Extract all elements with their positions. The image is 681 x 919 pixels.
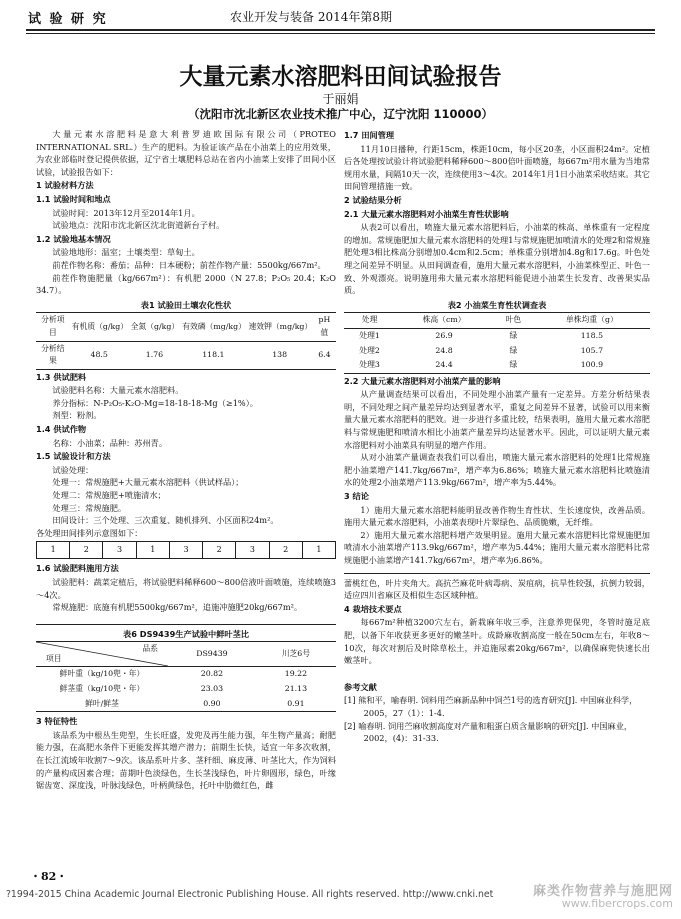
- plot-layout-grid: [36, 541, 336, 559]
- table-cell: 26.9: [435, 330, 453, 340]
- table-header-cell: 处理: [361, 315, 378, 325]
- plot-cell: 2: [203, 542, 236, 559]
- table-cell: 鲜茎重（kg/10兜・年）: [59, 683, 145, 693]
- paragraph: 名称：小油菜；品种：苏州青。: [52, 437, 168, 448]
- subsection-heading: 1.1 试验时间和地点: [36, 193, 111, 204]
- right-column: [344, 128, 650, 745]
- table-cell: 20.82: [200, 669, 224, 679]
- table-cell: 23.03: [200, 683, 224, 693]
- table-cell: 0.91: [287, 698, 305, 708]
- table-header-row: [36, 313, 336, 341]
- section-label: 试 验 研 究: [28, 12, 108, 27]
- watermark-text: 麻类作物营养与施肥网: [532, 884, 673, 899]
- table-row: [344, 328, 650, 343]
- column-divider: [36, 624, 336, 625]
- subsection-heading: 2.2 大量元素水溶肥料对小油菜产量的影响: [344, 375, 501, 386]
- paragraph: 田间设计：三个处理、三次重复、随机排列、小区面积24m²。: [52, 515, 279, 526]
- plot-cell: 3: [103, 542, 136, 559]
- subsection-heading: 1.3 供试肥料: [36, 371, 87, 382]
- table-header-cell: 株高（cm）: [422, 315, 466, 325]
- left-column: [36, 128, 336, 792]
- table-cell: 24.4: [435, 360, 453, 370]
- section-heading: 3 特征特性: [36, 716, 78, 727]
- subsection-heading: 1.2 试验地基本情况: [36, 233, 111, 244]
- table-cell: 鲜叶/鲜茎: [85, 698, 119, 708]
- paragraph: 试验处理：: [52, 464, 94, 475]
- table-caption: 表2 小油菜生育性状调查表: [447, 299, 547, 310]
- table-row: [36, 667, 336, 682]
- table-row: [344, 358, 650, 373]
- header-rule: [26, 29, 655, 31]
- table-cell: 1.76: [145, 349, 164, 359]
- table-cell: 处理3: [359, 360, 380, 370]
- paragraph: 2）施用大量元素水溶肥料增产效果明显。施用大量元素水溶肥料比常规施肥加喷清水小油菜增产113.9kg/667m²，增产率为5.44%；施用大量元素水溶肥料比常规施肥小油菜增产141.7kg/667m²，增产率为6.86%。: [344, 529, 650, 565]
- table-header-row: [36, 642, 336, 667]
- table-header-cell: 全氮（g/kg）: [130, 321, 180, 331]
- paragraph: 11月10日播种，行距15cm，株距10cm，每小区20垄，小区面积24m²。定植后各处理按试验计将试验肥料稀释600～800倍叶面喷施，每667m²用水量为当地常规用水量，间隔10天一次，连续使用3～4次。2014年1月1日小油菜采收结束。其它田间管理措施一致。: [344, 143, 650, 192]
- table-header-cell: 速效钾（mg/kg）: [248, 321, 313, 331]
- subsection-heading: 2.1 大量元素水溶肥料对小油菜生育性状影响: [344, 208, 509, 219]
- affiliation: （沈阳市沈北新区农业技术推广中心，辽宁沈阳 110000）: [187, 107, 493, 121]
- table-cell: 138: [272, 349, 288, 359]
- diagonal-header-cell: [36, 642, 168, 667]
- section-heading: 4 栽培技术要点: [344, 603, 402, 614]
- subsection-heading: 1.5 试验设计和方法: [36, 451, 111, 462]
- page-number: ・82・: [30, 870, 68, 883]
- references-heading: 参考文献: [344, 681, 377, 692]
- copyright-footer: ?1994-2015 China Academic Journal Electronic Publishing House. All rights reserved. http://www.cnki.net: [6, 889, 494, 900]
- watermark: [533, 886, 673, 910]
- paragraph: 剂型：粉剂。: [52, 410, 102, 421]
- paragraph: 试验地地形：温室；土壤类型：草甸土。: [52, 247, 200, 258]
- paragraph: 从对小油菜产量调查表我们可以看出，喷施大量元素水溶肥料的处理1比常规施肥小油菜增产141.7kg/667m²，增产率为6.86%；喷施大量元素水溶肥料比喷施清水的处理2小油菜增产113.9kg/667m²，增产率为5.44%。: [344, 452, 650, 488]
- table-row: [36, 697, 336, 712]
- paragraph: 从产量调查结果可以看出，不同处理小油菜产量有一定差异。方差分析结果表明，不同处理之间产量差异均达到显著水平，重复之间差异不显著，试验可以用来衡量大量元素水溶肥料的肥效。进一步进行多重比较，结果表明，施用大量元素水溶肥料与常规施肥和喷清水相比小油菜产量差异均达显著水平。因此，可以证明大量元素水溶肥料对小油菜具有明显的增产作用。: [344, 389, 650, 450]
- table-cell: 24.8: [435, 345, 453, 355]
- table-header-cell: DS9439: [196, 649, 228, 659]
- column-divider: [344, 573, 650, 574]
- plot-cell: 1: [37, 542, 70, 559]
- paragraph: 前茬作物施肥量（kg/667m²）：有机肥 2000（N 27.8；P₂O₅ 20.4；K₂O 34.7）。: [36, 272, 336, 296]
- table-cell: 100.9: [580, 360, 604, 370]
- author: 于丽娟: [322, 92, 359, 106]
- table-cell: 118.1: [202, 349, 225, 359]
- plot-cell: 2: [70, 542, 103, 559]
- table-cell: 0.90: [203, 698, 221, 708]
- table-header-row: [344, 313, 650, 329]
- paragraph: 试验地点：沈阳市沈北新区沈北街道新台子村。: [52, 220, 225, 231]
- paragraph: 每667m²种植3200穴左右，新栽麻年收三季，注意养兜保兜，冬管时施足底肥，以备下年收获更多更好的嫩茎叶。成龄麻收割高度一般在50cm左右，年收8～10次，每次对割后及时除草松土，并追施尿素20kg/667m²，以确保麻兜快速长出嫩茎叶。: [344, 617, 650, 666]
- diag-bottom-label: 项目: [46, 653, 62, 663]
- intro-paragraph: 大量元素水溶肥料是意大利普罗迪欧国际有限公司（PROTEO INTERNATIONAL SRL.）生产的肥料。为验证该产品在小油菜上的应用效果，为农业部临时登记提供依据，辽宁省土壤肥料总站在省内小油菜上安排了田间小区试验，试验报告如下：: [36, 129, 336, 177]
- paragraph: 养分指标：N-P₂O₅-K₂O-Mg=18-18-18-Mg（≥1%）。: [52, 397, 258, 408]
- table-header-cell: 分析项目: [41, 315, 65, 337]
- subsection-heading: 1.6 试验肥料施用方法: [36, 563, 119, 574]
- watermark-url: www.fibercrops.com: [561, 897, 673, 910]
- plot-cell: 1: [302, 542, 335, 559]
- table-header-cell: 叶色: [505, 315, 522, 325]
- table-row: [36, 341, 336, 369]
- paragraph: 试验肥料：蔬菜定植后，将试验肥料稀释600～800倍液叶面喷施，连续喷施3～4次。: [36, 577, 336, 600]
- table-cell: 绿: [509, 345, 518, 355]
- plot-cell: 1: [136, 542, 169, 559]
- table-header-cell: 川芝6号: [281, 649, 311, 659]
- paragraph: 处理三：常规施肥。: [52, 502, 127, 513]
- table-cell: 绿: [509, 360, 518, 370]
- table-cell: 48.5: [90, 349, 108, 359]
- table-row: [344, 344, 650, 359]
- article-title: 大量元素水溶肥料田间试验报告: [179, 64, 502, 90]
- paragraph: 1）施用大量元素水溶肥料能明显改善作物生育性状、生长速度快，改善品质。施用大量元素水溶肥料，小油菜表现叶片翠绿色、品质脆嫩，无纤维。: [344, 504, 650, 528]
- table-cell: 21.13: [284, 683, 308, 693]
- table-cell: 118.5: [580, 330, 604, 340]
- table-cell: 19.22: [284, 669, 308, 679]
- paragraph: 蕾桃红色，叶片夹角大。高抗苎麻花叶病毒病、炭疽病，抗旱性较强，抗倒力较弱，适应四川省麻区及相似生态区域种植。: [344, 577, 650, 601]
- paragraph: 从表2可以看出，喷施大量元素水溶肥料后，小油菜的株高、单株重有一定程度的增加。常规施肥加大量元素水溶肥料的处理1与常规施肥加喷清水的处理2和常规施肥处理3相比株高分别增加0.4cm和2.5cm；单株重分别增加4.8g和17.6g。叶色处理之间差异不明显。从田间调查看，施用大量元素水溶肥料，小油菜株型正、叶色一致、外观漂亮。说明施用弗大量元素水溶肥料能促进小油菜生长发育、改善果实品质。: [344, 222, 650, 296]
- reference-item: [1] 熊和平，喻春明. 饲料用苎麻新品种中饲苎1号的选育研究[J]. 中国麻业科学，2005，27（1）：1-4.: [344, 695, 638, 718]
- paragraph: 处理二：常规施肥+喷施清水；: [52, 490, 166, 501]
- journal-issue: 农业开发与装备 2014年第8期: [230, 10, 392, 24]
- leaf-stem-table: [36, 641, 336, 712]
- plot-cell: 3: [169, 542, 202, 559]
- reference-item: [2] 喻春明. 饲用苎麻收割高度对产量和粗蛋白质含量影响的研究[J]. 中国麻业，2002，(4)：31-33.: [344, 720, 633, 744]
- table-header-cell: pH值: [318, 315, 331, 337]
- plot-cell: 3: [236, 542, 269, 559]
- section-heading: 2 试验结果分析: [344, 194, 402, 205]
- plot-cell: 2: [269, 542, 302, 559]
- table-header-cell: 有机质（g/kg）: [71, 321, 129, 331]
- table-cell: 处理1: [359, 330, 380, 340]
- table-cell: 105.7: [580, 345, 604, 355]
- header-rule-thin: [26, 33, 655, 34]
- table-caption: 表6 DS9439生产试验中鲜叶茎比: [123, 628, 249, 639]
- table-cell: 分析结果: [41, 343, 65, 366]
- subsection-heading: 1.7 田间管理: [344, 130, 395, 140]
- paragraph: 试验肥料名称：大量元素水溶肥料。: [52, 385, 184, 396]
- section-heading: 3 结论: [344, 491, 369, 502]
- paragraph: 该品系为中根丛生兜型，生长旺盛，发兜及再生能力强，年生物产量高；耐肥能力强，在高肥水条件下更能发挥其增产潜力；前期生长快，适宜一年多次收割，在长江流域年收割7～9次。该品系叶片多、茎秆细、麻皮薄、叶茎比大，作为饲料的产量构成因素合理；苗期叶色淡绿色，生长茎浅绿色，叶片卵圆形，绿色，叶缘锯齿宽、深度浅，叶脉浅绿色，叶柄黄绿色，托叶中肋微红色，雌: [36, 729, 336, 791]
- soil-table: [36, 312, 336, 369]
- paragraph: 前茬作物名称：番茄；品种：日本硬粉；前茬作物产量：5500kg/667m²。: [52, 259, 326, 270]
- paragraph: 处理一：常规施肥+大量元素水溶肥料（供试样品）；: [52, 477, 244, 488]
- section-heading: 1 试验材料方法: [36, 180, 94, 191]
- paragraph: 各处理田间排列示意图如下：: [36, 527, 143, 538]
- paragraph: 试验时间：2013年12月至2014年1月。: [52, 207, 200, 218]
- table-cell: 6.4: [318, 349, 331, 359]
- table-cell: 处理2: [359, 345, 380, 355]
- table-cell: 绿: [509, 330, 518, 340]
- table-header-cell: 有效磷（mg/kg）: [182, 321, 246, 331]
- growth-table: [344, 312, 650, 373]
- subsection-heading: 1.4 供试作物: [36, 424, 87, 435]
- table-header-cell: 单株均重（g）: [565, 315, 618, 325]
- paragraph: 常规施肥：底施有机肥5500kg/667m²，追施冲施肥20kg/667m²。: [52, 602, 303, 613]
- diag-top-label: 品系: [142, 644, 158, 654]
- table-cell: 鲜叶重（kg/10兜・年）: [59, 669, 145, 679]
- table-caption: 表1 试验田土壤农化性状: [140, 299, 232, 310]
- table-row: [36, 682, 336, 697]
